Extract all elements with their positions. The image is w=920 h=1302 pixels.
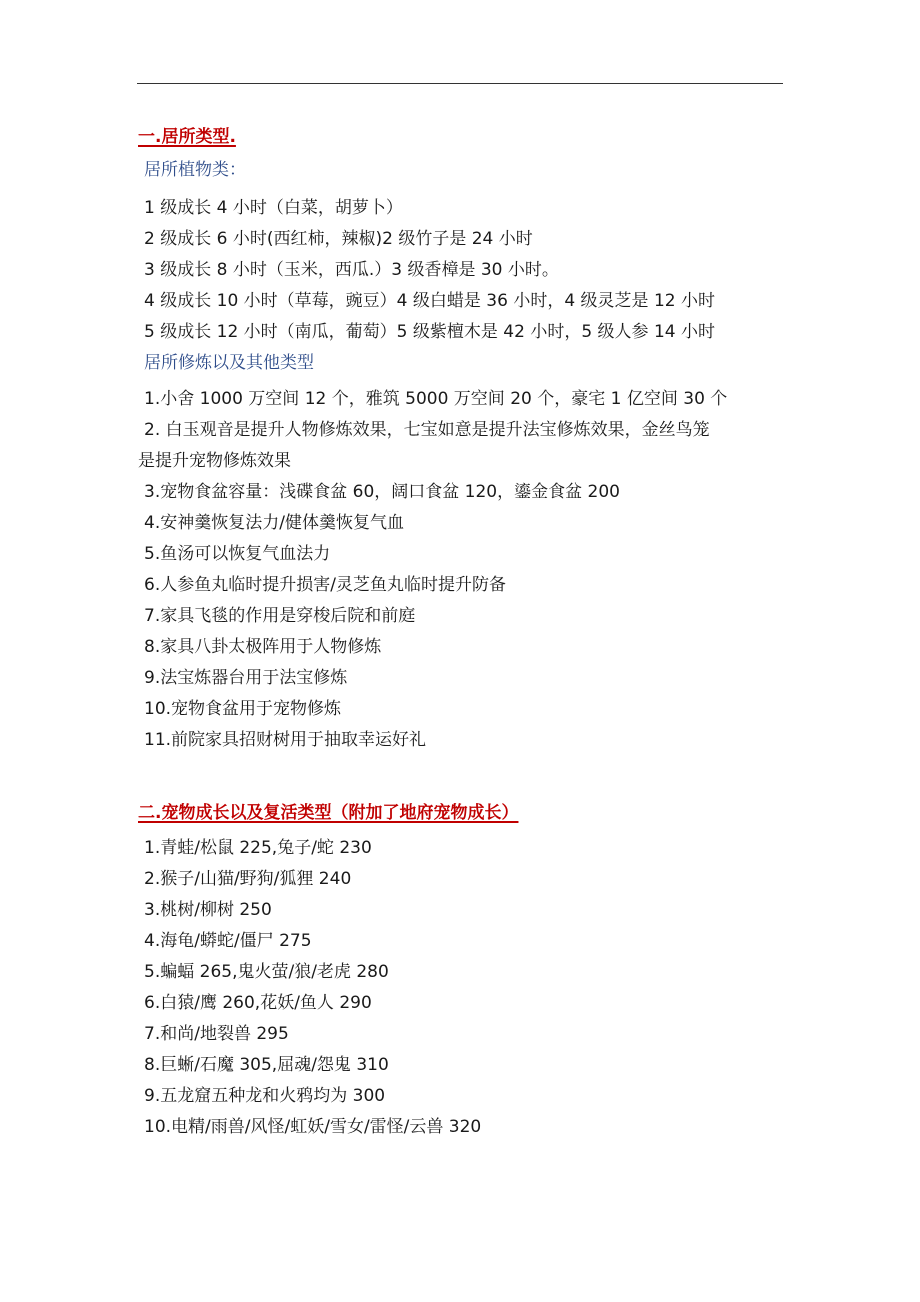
list-item: 10.电精/雨兽/风怪/虹妖/雪女/雷怪/云兽 320: [144, 1117, 482, 1137]
list-item: 4.安神羹恢复法力/健体羹恢复气血: [144, 513, 404, 533]
list-item: 4.海龟/蟒蛇/僵尸 275: [144, 931, 312, 951]
subheading-residence-cultivation: 居所修炼以及其他类型: [144, 353, 314, 373]
list-item: 1 级成长 4 小时（白菜，胡萝卜）: [144, 198, 403, 218]
list-item: 5.蝙蝠 265,鬼火萤/狼/老虎 280: [144, 962, 389, 982]
pet-growth-list: [138, 833, 778, 1143]
list-item: 11.前院家具招财树用于抽取幸运好礼: [144, 730, 427, 750]
list-item: 9.法宝炼器台用于法宝修炼: [144, 668, 348, 688]
document-body: [138, 122, 778, 1143]
list-item: 9.五龙窟五种龙和火鸦均为 300: [144, 1086, 386, 1106]
plant-growth-list: [138, 193, 778, 348]
list-item: 8.巨蜥/石魔 305,屈魂/怨鬼 310: [144, 1055, 389, 1075]
section-heading-residence: 一.居所类型.: [138, 127, 236, 147]
cultivation-list: [138, 384, 778, 756]
list-item: 3 级成长 8 小时（玉米，西瓜.）3 级香樟是 30 小时。: [144, 260, 559, 280]
list-item: 2 级成长 6 小时(西红柿，辣椒)2 级竹子是 24 小时: [144, 229, 533, 249]
list-item: 6.人参鱼丸临时提升损害/灵芝鱼丸临时提升防备: [144, 575, 506, 595]
section-heading-pet-growth: 二.宠物成长以及复活类型（附加了地府宠物成长）: [138, 803, 519, 823]
list-item: 5.鱼汤可以恢复气血法力: [144, 544, 331, 564]
header-rule: [137, 83, 783, 84]
list-item: 5 级成长 12 小时（南瓜，葡萄）5 级紫檀木是 42 小时，5 级人参 14 小时: [144, 322, 715, 342]
list-item: 4 级成长 10 小时（草莓，豌豆）4 级白蜡是 36 小时，4 级灵芝是 12 小时: [144, 291, 715, 311]
list-item: 1.青蛙/松鼠 225,兔子/蛇 230: [144, 838, 372, 858]
list-item: 3.桃树/柳树 250: [144, 900, 272, 920]
list-item: 1.小舍 1000 万空间 12 个，雅筑 5000 万空间 20 个，豪宅 1 亿空间 30 个: [144, 389, 728, 409]
list-item: 7.和尚/地裂兽 295: [144, 1024, 289, 1044]
list-item: 10.宠物食盆用于宠物修炼: [144, 699, 342, 719]
list-item-continuation: 是提升宠物修炼效果: [138, 451, 291, 471]
list-item: 2.猴子/山猫/野狗/狐狸 240: [144, 869, 352, 889]
list-item: 2. 白玉观音是提升人物修炼效果，七宝如意是提升法宝修炼效果，金丝鸟笼: [144, 420, 710, 440]
list-item: 8.家具八卦太极阵用于人物修炼: [144, 637, 382, 657]
list-item: 6.白猿/鹰 260,花妖/鱼人 290: [144, 993, 372, 1013]
list-item: 7.家具飞毯的作用是穿梭后院和前庭: [144, 606, 416, 626]
subheading-residence-plants: 居所植物类：: [144, 160, 246, 180]
list-item: 3.宠物食盆容量：浅碟食盆 60，阔口食盆 120，鎏金食盆 200: [144, 482, 620, 502]
